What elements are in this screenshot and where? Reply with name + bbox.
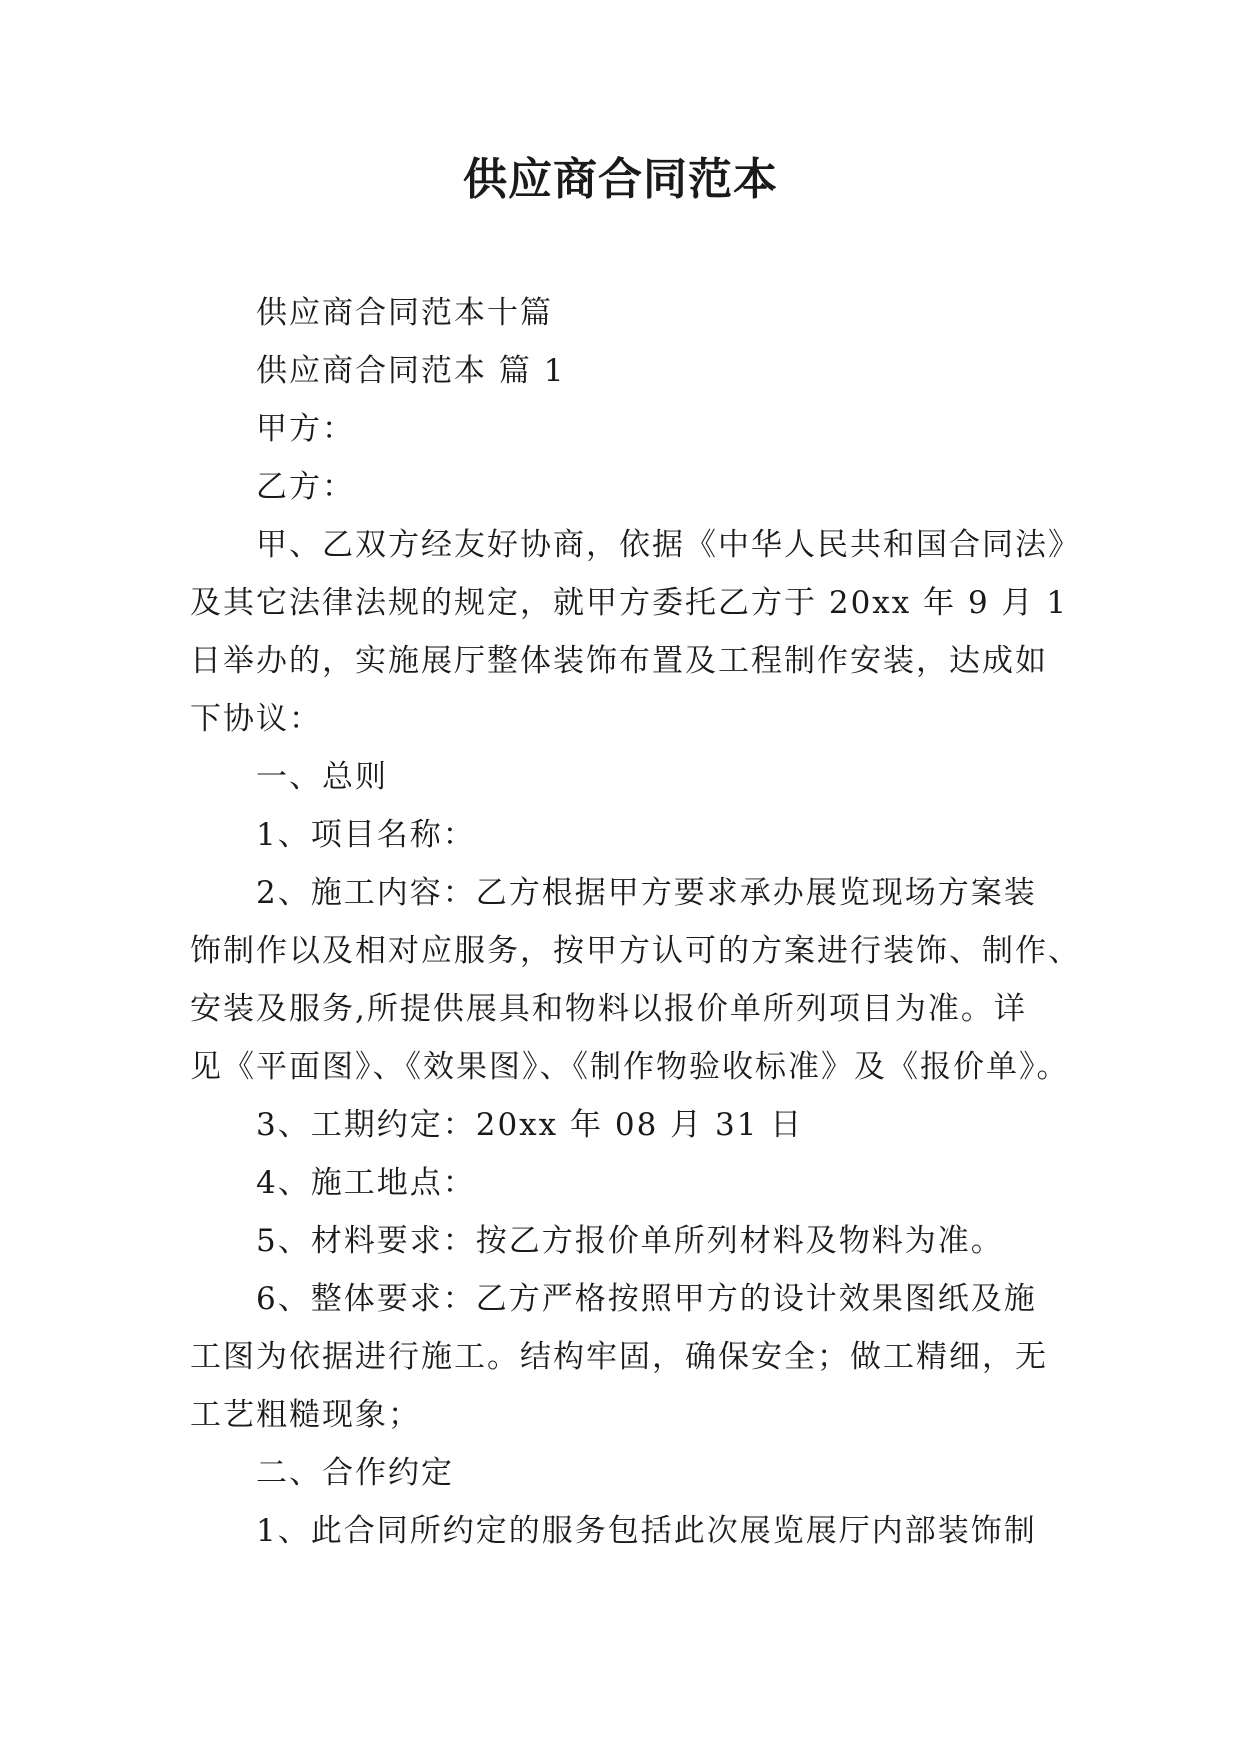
section-heading-line: 一、总则 — [256, 759, 388, 795]
text-line: 4、施工地点： — [256, 1165, 476, 1201]
section-heading-line: 供应商合同范本 篇 1 — [256, 353, 566, 389]
section-heading-line: 二、合作约定 — [256, 1455, 454, 1491]
text-line: 甲、乙双方经友好协商，依据《中华人民共和国合同法》 — [256, 527, 1081, 563]
text-line: 工图为依据进行施工。结构牢固，确保安全；做工精细，无 — [190, 1339, 1048, 1375]
text-line: 安装及服务,所提供展具和物料以报价单所列项目为准。详 — [190, 991, 1027, 1027]
text-line: 1、此合同所约定的服务包括此次展览展厅内部装饰制 — [256, 1513, 1037, 1549]
text-line: 1、项目名称： — [256, 817, 476, 853]
text-line: 2、施工内容：乙方根据甲方要求承办展览现场方案装 — [256, 875, 1037, 911]
party-a-line: 甲方： — [256, 411, 355, 447]
text-line: 5、材料要求：按乙方报价单所列材料及物料为准。 — [256, 1223, 1004, 1259]
text-line: 6、整体要求：乙方严格按照甲方的设计效果图纸及施 — [256, 1281, 1037, 1317]
text-line: 3、工期约定：20xx 年 08 月 31 日 — [256, 1107, 804, 1143]
document-title: 供应商合同范本 — [463, 154, 778, 205]
text-line: 及其它法律法规的规定，就甲方委托乙方于 20xx 年 9 月 1 — [190, 585, 1069, 621]
text-line: 工艺粗糙现象； — [190, 1397, 421, 1433]
text-line: 饰制作以及相对应服务，按甲方认可的方案进行装饰、制作、 — [190, 933, 1081, 969]
text-line: 见《平面图》、《效果图》、《制作物验收标准》及《报价单》。 — [190, 1049, 1070, 1085]
subtitle-line: 供应商合同范本十篇 — [256, 295, 553, 331]
party-b-line: 乙方： — [256, 469, 355, 505]
text-line: 下协议： — [190, 701, 322, 737]
text-line: 日举办的，实施展厅整体装饰布置及工程制作安装，达成如 — [190, 643, 1048, 679]
document-body — [190, 284, 1081, 1560]
